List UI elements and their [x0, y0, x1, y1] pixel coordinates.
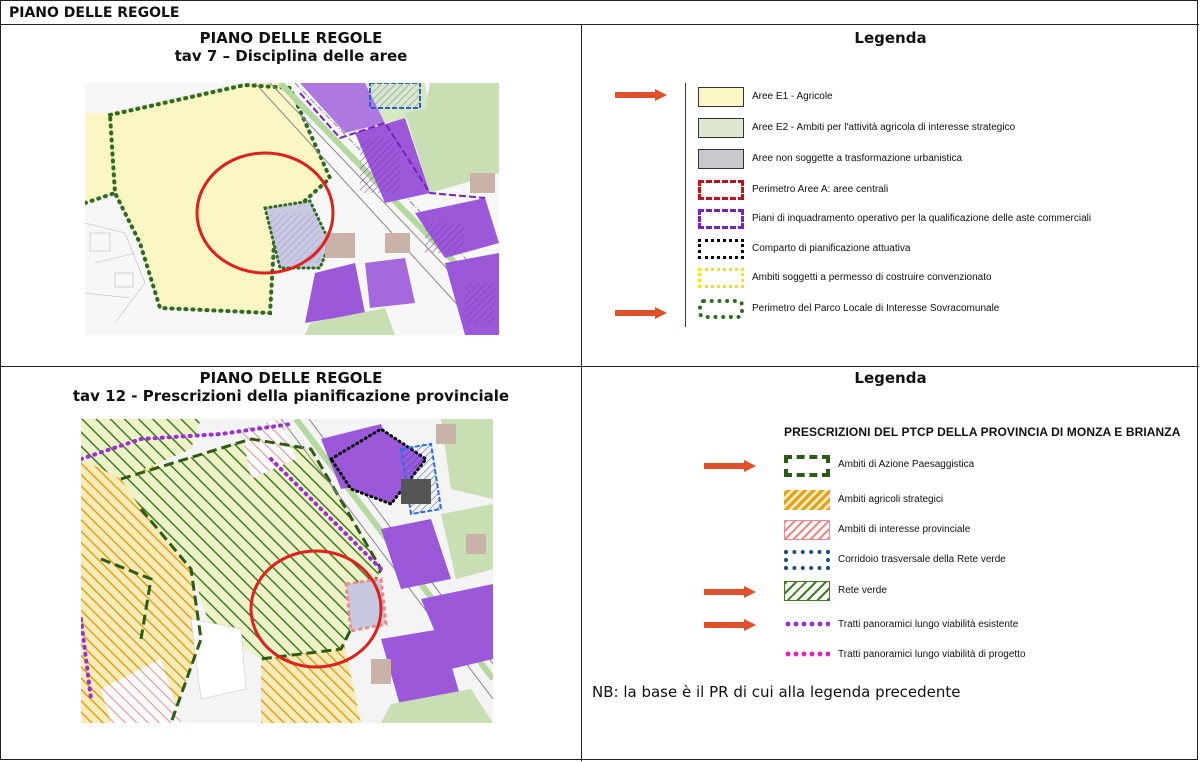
panel2-title-line1: PIANO DELLE REGOLE — [199, 369, 383, 387]
legend1-label: Aree non soggette a trasformazione urbanistica — [752, 153, 963, 164]
legend2-subtitle: PRESCRIZIONI DEL PTCP DELLA PROVINCIA DI MONZA E BRIANZA — [784, 425, 1181, 439]
legend2-label: Ambiti agricoli strategici — [838, 494, 944, 505]
panel-tav12 — [1, 367, 582, 761]
panel-legend1 — [582, 25, 1199, 367]
legend2-label: Tratti panoramici lungo viabilità di progetto — [838, 649, 1026, 660]
legend1-label: Comparto di pianificazione attuativa — [752, 243, 911, 254]
arrow-icon — [615, 307, 667, 319]
swatch-non-trasformazione — [698, 149, 744, 169]
swatch-corridoio — [784, 550, 830, 570]
swatch-panoramici-esistente — [784, 621, 830, 627]
swatch-agricoli-strategici — [784, 490, 830, 510]
legend1-label: Perimetro Aree A: aree centrali — [752, 184, 889, 195]
legend1-title: Legenda — [854, 29, 927, 47]
swatch-agricole — [698, 87, 744, 107]
swatch-parco — [698, 299, 744, 319]
legend1-label: Perimetro del Parco Locale di Interesse Sovracomunale — [752, 303, 1000, 314]
swatch-permesso — [698, 268, 744, 288]
arrow-icon — [615, 89, 667, 101]
panel1-title-line2: tav 7 – Disciplina delle aree — [174, 47, 408, 65]
legend2-label: Rete verde — [838, 585, 887, 596]
panel-tav7 — [1, 25, 582, 367]
swatch-e2 — [698, 118, 744, 138]
swatch-piani-inquadramento — [698, 209, 744, 229]
legend1-label: Aree E1 - Agricole — [752, 91, 833, 102]
legend2-label: Corridoio trasversale della Rete verde — [838, 554, 1006, 565]
arrow-icon — [704, 586, 756, 598]
legend2-title: Legenda — [854, 369, 927, 387]
swatch-rete-verde — [784, 581, 830, 601]
panel1-title-line1: PIANO DELLE REGOLE — [199, 29, 383, 47]
legend2-note: NB: la base è il PR di cui alla legenda precedente — [592, 683, 961, 701]
swatch-panoramici-progetto — [784, 651, 830, 657]
legend1-rule — [685, 83, 686, 327]
arrow-icon — [704, 460, 756, 472]
header-bar — [1, 1, 1199, 25]
legend2-label: Ambiti di Azione Paesaggistica — [838, 459, 975, 470]
legend1-label: Piani di inquadramento operativo per la qualificazione delle aste commerciali — [752, 213, 1092, 224]
legend1-label: Aree E2 - Ambiti per l'attività agricola di interesse strategico — [752, 122, 1016, 133]
legend2-label: Ambiti di interesse provinciale — [838, 524, 971, 535]
legend1-label: Ambiti soggetti a permesso di costruire convenzionato — [752, 272, 992, 283]
arrow-icon — [704, 619, 756, 631]
legend2-label: Tratti panoramici lungo viabilità esistente — [838, 619, 1019, 630]
swatch-comparto — [698, 239, 744, 259]
map-tav12 — [81, 419, 493, 723]
swatch-azione-paesaggistica — [784, 455, 830, 477]
panel-legend2 — [582, 367, 1199, 761]
swatch-perimetro-aree-a — [698, 180, 744, 200]
swatch-interesse-provinciale — [784, 520, 830, 540]
panel2-title-line2: tav 12 - Prescrizioni della pianificazione provinciale — [72, 387, 510, 405]
map-tav7 — [85, 83, 499, 335]
header-title: PIANO DELLE REGOLE — [9, 5, 180, 21]
